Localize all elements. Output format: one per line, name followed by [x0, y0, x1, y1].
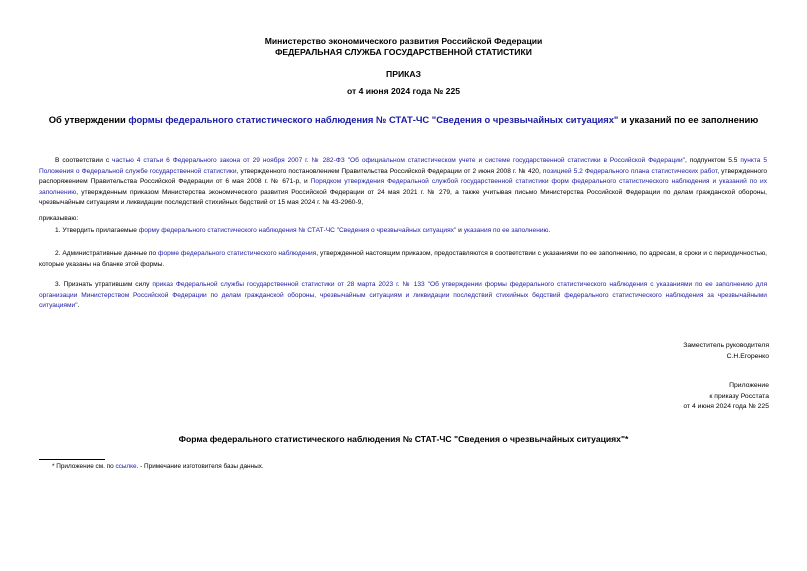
form-observation-link[interactable]: форме федерального статистического наблюдения	[158, 250, 317, 257]
footnote-link[interactable]: ссылке	[115, 463, 137, 470]
procedure-link[interactable]: Порядком утверждения Федеральной службой государственной статистики форм федерального статистического наблюдения и указаний по их заполнению	[39, 178, 767, 196]
plan-link[interactable]: позицией 5.2 Федерального плана статистических работ	[542, 167, 718, 175]
clause-3	[39, 280, 767, 312]
page-title	[30, 114, 777, 125]
ministry-name: Министерство экономического развития Российской Федерации	[264, 36, 543, 46]
form-link[interactable]: форму федерального статистического наблюдения № СТАТ-ЧС "Сведения о чрезвычайных ситуациях"	[138, 227, 457, 234]
preamble-text: , утвержденным приказом Министерства экономического развития Российской Федерации от 24 мая 2021 г. № 279, а также учитывая письмо Министерства Российской Федерации по делам гражданской обороны, чрезвычайным ситуациям и ликвидации последствий стихийных бедствий от 15 мая 2024 г. № 43-2960-9,	[39, 188, 767, 207]
repealed-order-link[interactable]: приказ Федеральной службы государственной статистики от 28 марта 2023 г. № 133 "Об утверждении формы федерального статистического наблюдения с указаниями по ее заполнению для организации Министерством Российской Федерации по делам гражданской обороны, чрезвычайным ситуациям и ликвидации последствий стихийных бедствий федерального статистического наблюдения за чрезвычайными ситуациями"	[39, 281, 768, 310]
law-link[interactable]: частью 4 статьи 6 Федерального закона от 29 ноября 2007 г. № 282-ФЗ "Об официальном статистическом учете и системе государственной статистики в Российской Федерации"	[112, 157, 686, 164]
doc-date-number: от 4 июня 2024 года № 225	[346, 86, 461, 96]
clause-1	[39, 226, 767, 237]
clause-text: 2. Административные данные по	[55, 250, 159, 257]
footnote-text: . - Примечание изготовителя базы данных.	[136, 463, 264, 470]
footnote	[52, 463, 264, 470]
preamble-text: , утвержденного постановлением Правительства Российской Федерации от 2 июня 2008 г. № 420,	[236, 167, 543, 175]
clause-text: 1. Утвердить прилагаемые	[55, 227, 139, 234]
appendix-line-3: от 4 июня 2024 года № 225	[683, 403, 769, 411]
footnote-divider	[39, 459, 105, 460]
appendix-line-2: к приказу Росстата	[709, 392, 769, 400]
preamble-text: В соответствии с	[55, 157, 113, 164]
preamble-paragraph	[39, 156, 767, 209]
clause-2	[39, 249, 767, 270]
clause-text: .	[77, 302, 80, 310]
title-suffix: и указаний по ее заполнению	[618, 114, 759, 125]
clause-text: , утвержденной настоящим приказом, предоставляются в соответствии с указаниями по ее заполнению, по адресам, в сроки и с периодичностью, которые указаны на бланке этой формы.	[39, 250, 767, 268]
instructions-link[interactable]: указания по ее заполнению	[463, 227, 549, 234]
clause-text: 3. Признать утратившим силу	[55, 281, 153, 288]
regulation-link[interactable]: пункта 5 Положения о Федеральной службе государственной статистики	[39, 157, 767, 175]
title-form-link[interactable]: формы федерального статистического наблюдения № СТАТ-ЧС "Сведения о чрезвычайных ситуациях"	[128, 114, 619, 125]
doc-type: ПРИКАЗ	[386, 69, 421, 79]
preamble-text: , утвержденного распоряжением Правительства Российской Федерации от 6 мая 2008 г. № 671-р, и	[39, 167, 768, 186]
preamble-text: , подпунктом 5.5	[685, 157, 741, 164]
signer-name: С.Н.Егоренко	[726, 352, 769, 360]
form-title: Форма федерального статистического наблюдения № СТАТ-ЧС "Сведения о чрезвычайных ситуациях"*	[178, 434, 629, 444]
service-name: ФЕДЕРАЛЬНАЯ СЛУЖБА ГОСУДАРСТВЕННОЙ СТАТИСТИКИ	[275, 47, 532, 57]
order-word: приказываю:	[39, 215, 79, 222]
signature-block	[683, 341, 769, 362]
signer-position: Заместитель руководителя	[683, 342, 769, 349]
appendix-block	[683, 381, 769, 413]
footnote-text: * Приложение см. по	[52, 463, 116, 470]
title-prefix: Об утверждении	[48, 114, 129, 125]
appendix-line-1: Приложение	[729, 382, 769, 389]
clause-text: .	[548, 227, 551, 234]
clause-text: и	[456, 227, 464, 234]
